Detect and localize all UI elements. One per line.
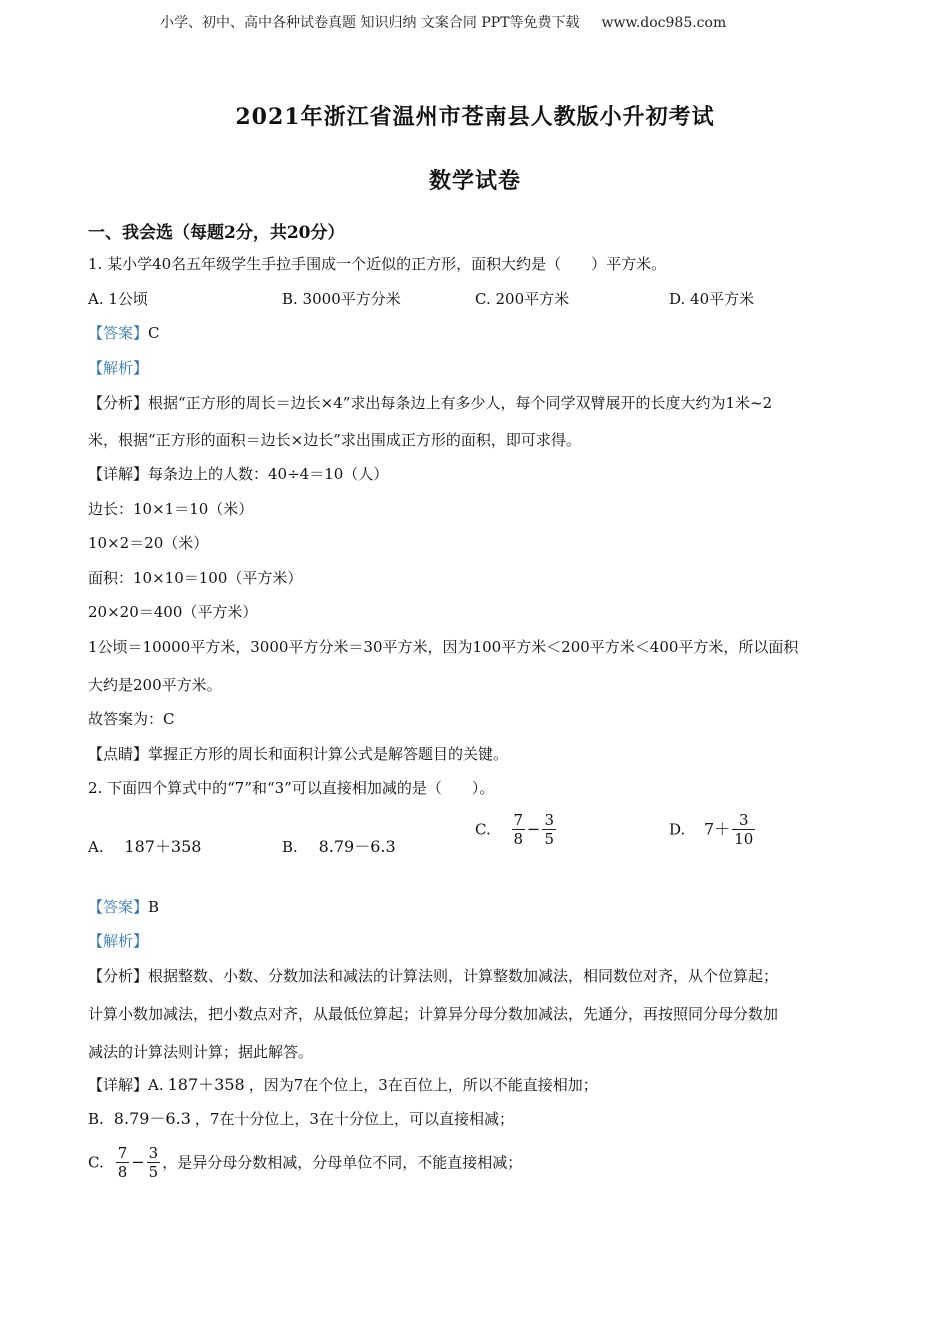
- q1-stem: 1. 某小学40名五年级学生手拉手围成一个近似的正方形，面积大约是（ ）平方米。: [88, 255, 667, 273]
- explanation: ，因为7在个位上，3在百位上，所以不能直接相加；: [248, 1076, 598, 1094]
- answer-value: C: [148, 324, 160, 342]
- dianjing-text: 掌握正方形的周长和面积计算公式是解答题目的关键。: [148, 745, 509, 763]
- numerator: 3: [544, 811, 554, 829]
- q1-xiangjie: [88, 464, 388, 484]
- expression: 187＋358: [167, 1075, 245, 1094]
- explanation: ，是异分母分数相减，分母单位不同，不能直接相减；: [162, 1153, 523, 1172]
- fenxi-tag: 【分析】: [88, 394, 149, 412]
- option-label: B.: [282, 838, 298, 856]
- numerator: 7: [513, 811, 524, 829]
- q2-xiangjie-a: [88, 1075, 598, 1095]
- option-expression: 8.79－6.3: [318, 837, 396, 856]
- answer-tag: 【答案】: [88, 898, 149, 916]
- q1-calc-line: 10×2＝20（米）: [88, 534, 209, 552]
- q1-answer: [88, 323, 160, 343]
- q2-answer: [88, 897, 159, 917]
- option-expression: 187＋358: [124, 837, 202, 856]
- q1-calc-line: 面积：10×10＝100（平方米）: [88, 569, 303, 587]
- q2-stem: 2. 下面四个算式中的“7”和“3”可以直接相加减的是（ ）。: [88, 779, 495, 797]
- q2-fenxi-line3: 减法的计算法则计算；据此解答。: [88, 1043, 314, 1061]
- q1-dianjing: [88, 744, 508, 764]
- option-label: D.: [669, 820, 686, 839]
- q2-xiangjie-c: [88, 1144, 522, 1181]
- fraction: [732, 811, 755, 848]
- fraction: [542, 811, 556, 848]
- q1-calc-line: 20×20＝400（平方米）: [88, 603, 258, 621]
- item-label: B.: [88, 1110, 104, 1128]
- item-label: C.: [88, 1153, 104, 1172]
- fraction: [116, 1144, 130, 1181]
- section-heading: 一、我会选（每题2分，共20分）: [88, 223, 345, 243]
- explanation: ，7在十分位上，3在十分位上，可以直接相减；: [194, 1110, 514, 1128]
- q2-option-c: [475, 811, 558, 848]
- q2-xiangjie-b: [88, 1109, 514, 1129]
- q1-calc-line: 边长：10×1＝10（米）: [88, 500, 254, 518]
- xiangjie-text: 每条边上的人数：40÷4＝10（人）: [148, 465, 389, 483]
- denominator: 5: [544, 830, 554, 848]
- denominator: 8: [117, 1163, 128, 1181]
- q2-jiexi-tag: 【解析】: [88, 932, 149, 950]
- fenxi-tag: 【分析】: [88, 967, 149, 985]
- q1-final-answer: 故答案为：C: [88, 710, 175, 728]
- dianjing-tag: 【点睛】: [88, 745, 149, 763]
- fenxi-text: 根据整数、小数、分数加法和减法的计算法则，计算整数加减法，相同数位对齐，从个位算起；: [148, 967, 779, 985]
- fraction: [147, 1144, 161, 1181]
- q1-option-c: C. 200平方米: [475, 290, 570, 308]
- document-title: 2021年浙江省温州市苍南县人教版小升初考试: [235, 104, 715, 130]
- q2-option-b: [282, 837, 396, 857]
- minus-sign: −: [527, 819, 541, 839]
- q2-fenxi-line1: [88, 966, 778, 986]
- expression: 8.79－6.3: [113, 1109, 191, 1128]
- xiangjie-tag: 【详解】: [88, 1076, 149, 1094]
- q1-option-b: B. 3000平方分米: [282, 290, 401, 308]
- numerator: 3: [148, 1144, 159, 1162]
- option-expression: 7＋: [704, 819, 731, 839]
- fraction: [512, 811, 526, 848]
- numerator: 7: [117, 1144, 128, 1162]
- option-label: A.: [88, 838, 104, 856]
- answer-value: B: [148, 898, 160, 916]
- document-subtitle: 数学试卷: [428, 168, 521, 194]
- answer-tag: 【答案】: [88, 324, 149, 342]
- fenxi-text: 根据“正方形的周长＝边长×4”求出每条边上有多少人，每个同学双臂展开的长度大约为1米~2: [148, 394, 773, 412]
- header-text: 小学、初中、高中各种试卷真题 知识归纳 文案合同 PPT等免费下载: [160, 15, 580, 31]
- q2-option-d: [669, 811, 757, 848]
- q1-option-d: D. 40平方米: [669, 290, 755, 308]
- numerator: 3: [739, 811, 749, 829]
- q1-calc-line: 1公顷＝10000平方米，3000平方分米＝30平方米，因为100平方米＜200平方米＜400平方米，所以面积: [88, 638, 799, 656]
- item-label: A.: [148, 1076, 164, 1094]
- denominator: 10: [734, 830, 754, 848]
- q1-calc-line: 大约是200平方米。: [88, 676, 222, 694]
- denominator: 8: [513, 830, 524, 848]
- header-site-link[interactable]: www.doc985.com: [601, 15, 727, 31]
- option-label: C.: [475, 820, 491, 839]
- q1-option-a: A. 1公顷: [88, 290, 148, 308]
- q1-jiexi-tag: 【解析】: [88, 359, 149, 377]
- q2-fenxi-line2: 计算小数加减法，把小数点对齐，从最低位算起；计算异分母分数加减法，先通分，再按照同分母分数加: [88, 1005, 779, 1023]
- xiangjie-tag: 【详解】: [88, 465, 149, 483]
- page-header: [160, 12, 726, 32]
- q2-option-a: [88, 837, 201, 857]
- q1-fenxi-line2: 米，根据“正方形的面积＝边长×边长”求出围成正方形的面积，即可求得。: [88, 431, 581, 449]
- minus-sign: −: [131, 1152, 145, 1172]
- denominator: 5: [148, 1163, 159, 1181]
- q1-fenxi-line1: [88, 393, 772, 413]
